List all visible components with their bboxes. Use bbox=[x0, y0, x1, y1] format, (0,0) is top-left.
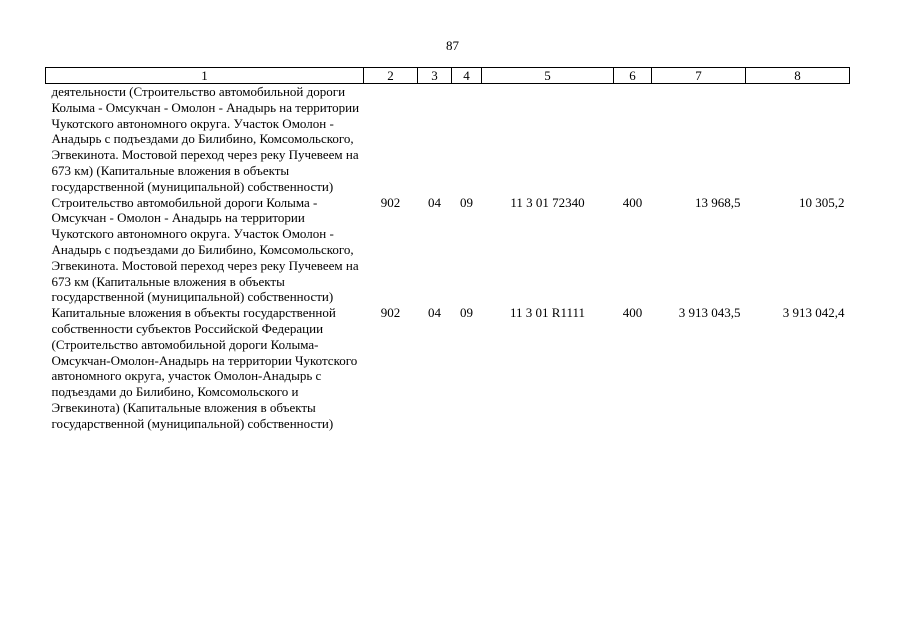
row-expense-type: 400 bbox=[622, 194, 643, 210]
row-description: деятельности (Строительство автомобильной дороги Колыма - Омсукчан - Омолон - Анадырь на территории Чукотского автономного округа. Участок Омолон - Анадырь с подъездами до Билибино, Комсомольского, Эгвекинота. Мостовой переход через реку Пучевеем на 673 км) (Капитальные вложения в объекты государственной (муниципальной) собственности) bbox=[51, 84, 360, 194]
budget-table bbox=[45, 67, 850, 432]
row-target-article bbox=[482, 84, 614, 195]
page-number: 87 bbox=[446, 38, 459, 53]
row-section-code: 04 bbox=[428, 305, 441, 321]
column-header-7: 7 bbox=[652, 68, 746, 84]
row-ministry-code bbox=[364, 84, 418, 195]
row-ministry-code: 902 bbox=[380, 305, 401, 321]
column-number-row bbox=[46, 68, 850, 84]
table-row bbox=[46, 84, 850, 195]
row-section-code: 04 bbox=[428, 194, 441, 210]
column-header-2: 2 bbox=[364, 68, 418, 84]
row-description: Капитальные вложения в объекты государственной собственности субъектов Российской Федерации (Строительство автомобильной дороги Колыма-Омсукчан-Омолон-Анадырь на территории Чукотского автономного округа, участок Омолон-Анадырь с подъездами до Билибино, Комсомольского и Эгвекинота) (Капитальные вложения в объекты государственной (муниципальной) собственности) bbox=[51, 305, 358, 431]
row-amount-2: 3 913 042,4 bbox=[782, 305, 845, 321]
row-subsection-code: 09 bbox=[460, 305, 473, 321]
table-row bbox=[46, 305, 850, 431]
column-header-6: 6 bbox=[614, 68, 652, 84]
column-header-3: 3 bbox=[418, 68, 452, 84]
row-section-code bbox=[418, 84, 452, 195]
column-header-8: 8 bbox=[746, 68, 850, 84]
row-subsection-code: 09 bbox=[460, 194, 473, 210]
row-amount-2 bbox=[746, 84, 850, 195]
row-ministry-code: 902 bbox=[380, 194, 401, 210]
row-description: Строительство автомобильной дороги Колыма - Омсукчан - Омолон - Анадырь на территории Чукотского автономного округа. Участок Омолон - Анадырь с подъездами до Билибино, Комсомольского, Эгвекинота. Мостовой переход через реку Пучевеем на 673 км (Капитальные вложения в объекты государственной (муниципальной) собственности) bbox=[51, 194, 359, 305]
column-header-1: 1 bbox=[46, 68, 364, 84]
row-amount-2: 10 305,2 bbox=[799, 194, 845, 210]
row-subsection-code bbox=[452, 84, 482, 195]
table-row bbox=[46, 195, 850, 306]
row-expense-type: 400 bbox=[622, 305, 643, 321]
row-target-article: 11 3 01 R1111 bbox=[510, 305, 585, 321]
column-header-4: 4 bbox=[452, 68, 482, 84]
row-target-article: 11 3 01 72340 bbox=[510, 194, 585, 210]
row-expense-type bbox=[614, 84, 652, 195]
row-amount-1: 3 913 043,5 bbox=[678, 305, 741, 321]
row-amount-1 bbox=[652, 84, 746, 195]
row-amount-1: 13 968,5 bbox=[695, 194, 741, 210]
column-header-5: 5 bbox=[482, 68, 614, 84]
